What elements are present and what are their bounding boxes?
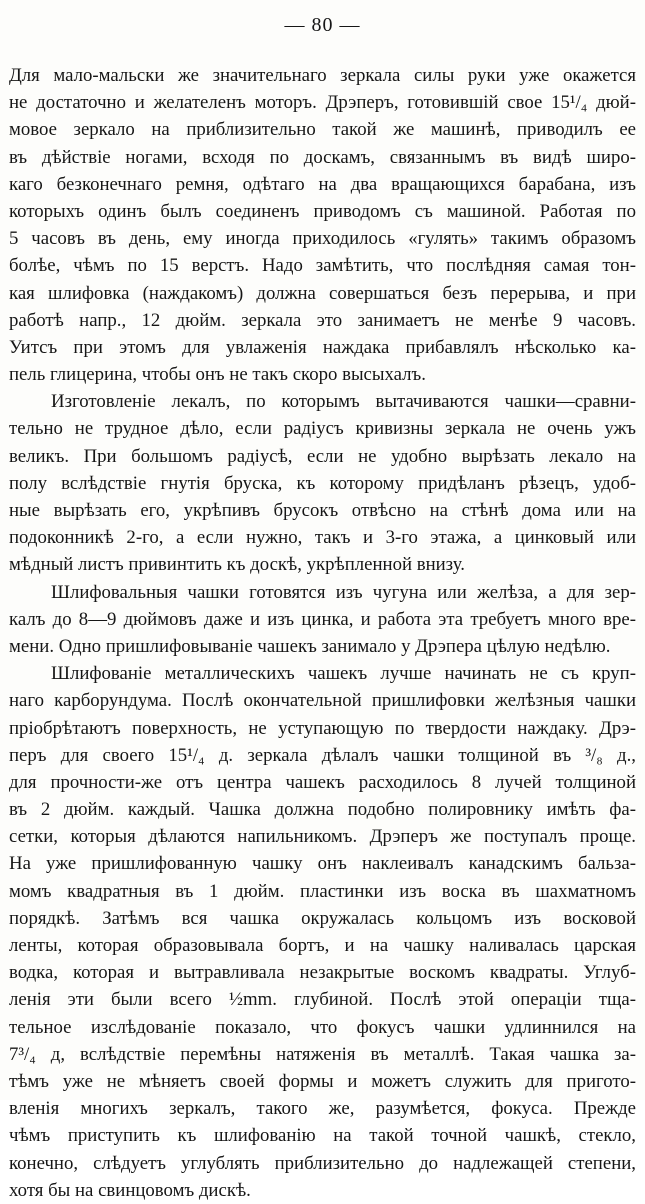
text-line: работѣ напр., 12 дюйм. зеркала это занимаетъ не менѣе 9 часовъ.: [9, 309, 636, 331]
text-line: которыхъ одинъ былъ соединенъ приводомъ съ машиной. Работая по: [9, 200, 636, 222]
text-line: вленія многихъ зеркалъ, такого же, разумѣется, фокуса. Прежде: [9, 1098, 636, 1120]
text-line: въ дѣйствіе ногами, всходя по доскамъ, связаннымъ въ видѣ широ-: [9, 146, 636, 168]
text-line: момъ квадратныя въ 1 дюйм. пластинки изъ воска въ шахматномъ: [9, 880, 636, 902]
text-line: На уже пришлифованную чашку онъ наклеивалъ канадскимъ бальза-: [9, 853, 636, 875]
text-line: чѣмъ приступить къ шлифованію на такой точной чашкѣ, стекло,: [9, 1125, 636, 1147]
text-line: 7³/₄ д, вслѣдствіе перемѣны натяженія въ металлѣ. Такая чашка за-: [9, 1043, 636, 1065]
text-line: въ 2 дюйм. каждый. Чашка должна подобно полировнику имѣть фа-: [9, 799, 636, 821]
body-text: [9, 62, 636, 1204]
text-line: мени. Одно пришлифовываніе чашекъ занимало у Дрэпера цѣлую недѣлю.: [9, 635, 611, 657]
text-line: мѣдный листъ привинтить къ доскѣ, укрѣпленной внизу.: [9, 554, 465, 576]
text-line: Шлифованіе металлическихъ чашекъ лучше начинать не съ круп-: [51, 663, 636, 685]
text-line: наго карборундума. Послѣ окончательной пришлифовки желѣзныя чашки: [9, 690, 636, 712]
text-line: Для мало-мальски же значительнаго зеркала силы руки уже окажется: [9, 65, 636, 86]
text-line: пель глицерина, чтобы онъ не такъ скоро высыхалъ.: [9, 364, 426, 386]
text-line: хотя бы на свинцовомъ дискѣ.: [9, 1179, 251, 1201]
text-line: великъ. При большомъ радіусѣ, если не удобно вырѣзать лекало на: [9, 445, 636, 467]
text-line: водка, которая и вытравливала незакрытые воскомъ квадраты. Углуб-: [9, 962, 636, 984]
text-line: болѣе, чѣмъ по 15 верстъ. Надо замѣтить, что послѣдняя самая тон-: [9, 255, 636, 277]
text-line: сетки, которыя дѣлаются напильникомъ. Дрэперъ же поступалъ проще.: [9, 826, 636, 848]
text-line: Уитсъ при этомъ для увлаженія наждака прибавлялъ нѣсколько ка-: [9, 336, 636, 358]
page-number: — 80 —: [284, 14, 361, 36]
text-line: каго безконечнаго ремня, одѣтаго на два вращающихся барабана, изъ: [9, 173, 636, 195]
text-line: ленты, которая образовывала бортъ, и на чашку наливалась царская: [9, 935, 636, 956]
text-line: тельное изслѣдованіе показало, что фокусъ чашки удлиннился на: [9, 1016, 636, 1038]
text-line: пріобрѣтаютъ поверхность, не уступающую по твердости наждаку. Дрэ-: [9, 717, 636, 739]
text-line: тѣмъ уже не мѣняетъ своей формы и можетъ служить для пригото-: [9, 1070, 636, 1092]
text-line: тельно не трудное дѣло, если радіусъ кривизны зеркала не очень ужъ: [9, 418, 636, 440]
text-line: кая шлифовка (наждакомъ) должна совершаться безъ перерыва, и при: [9, 282, 636, 304]
text-line: ные вырѣзать его, укрѣпивъ брусокъ отвѣсно на стѣнѣ дома или на: [9, 500, 636, 521]
text-line: не достаточно и желателенъ моторъ. Дрэперъ, готовившій свое 15¹/₄ дюй-: [9, 92, 636, 114]
text-line: мовое зеркало на приблизительно такой же машинѣ, приводилъ ее: [9, 119, 636, 141]
text-line: конечно, слѣдуетъ углублять приблизительно до надлежащей степени,: [9, 1152, 636, 1174]
text-line: Шлифовальныя чашки готовятся изъ чугуна или желѣза, а для зер-: [51, 581, 636, 603]
text-line: калъ до 8—9 дюймовъ даже и изъ цинка, и работа эта требуетъ много вре-: [9, 608, 636, 630]
text-line: порядкѣ. Затѣмъ вся чашка окружалась кольцомъ изъ восковой: [9, 907, 636, 929]
text-line: ленія эти были всего ½mm. глубиной. Послѣ этой операціи тща-: [9, 989, 636, 1011]
text-line: перъ для своего 15¹/₄ д. зеркала дѣлалъ чашки толщиной въ ³/₈ д.,: [9, 744, 636, 766]
text-line: полу вслѣдствіе гнутія бруска, къ которому придѣланъ рѣзецъ, удоб-: [9, 472, 636, 494]
text-line: 5 часовъ въ день, ему иногда приходилось «гулять» такимъ образомъ: [9, 228, 636, 250]
text-line: подоконникѣ 2-го, а если нужно, такъ и 3-го этажа, а цинковый или: [9, 527, 636, 549]
text-line: для прочности-же отъ центра чашекъ расходилось 8 лучей толщиной: [9, 771, 636, 793]
text-line: Изготовленіе лекалъ, по которымъ вытачиваются чашки—сравни-: [51, 391, 636, 413]
